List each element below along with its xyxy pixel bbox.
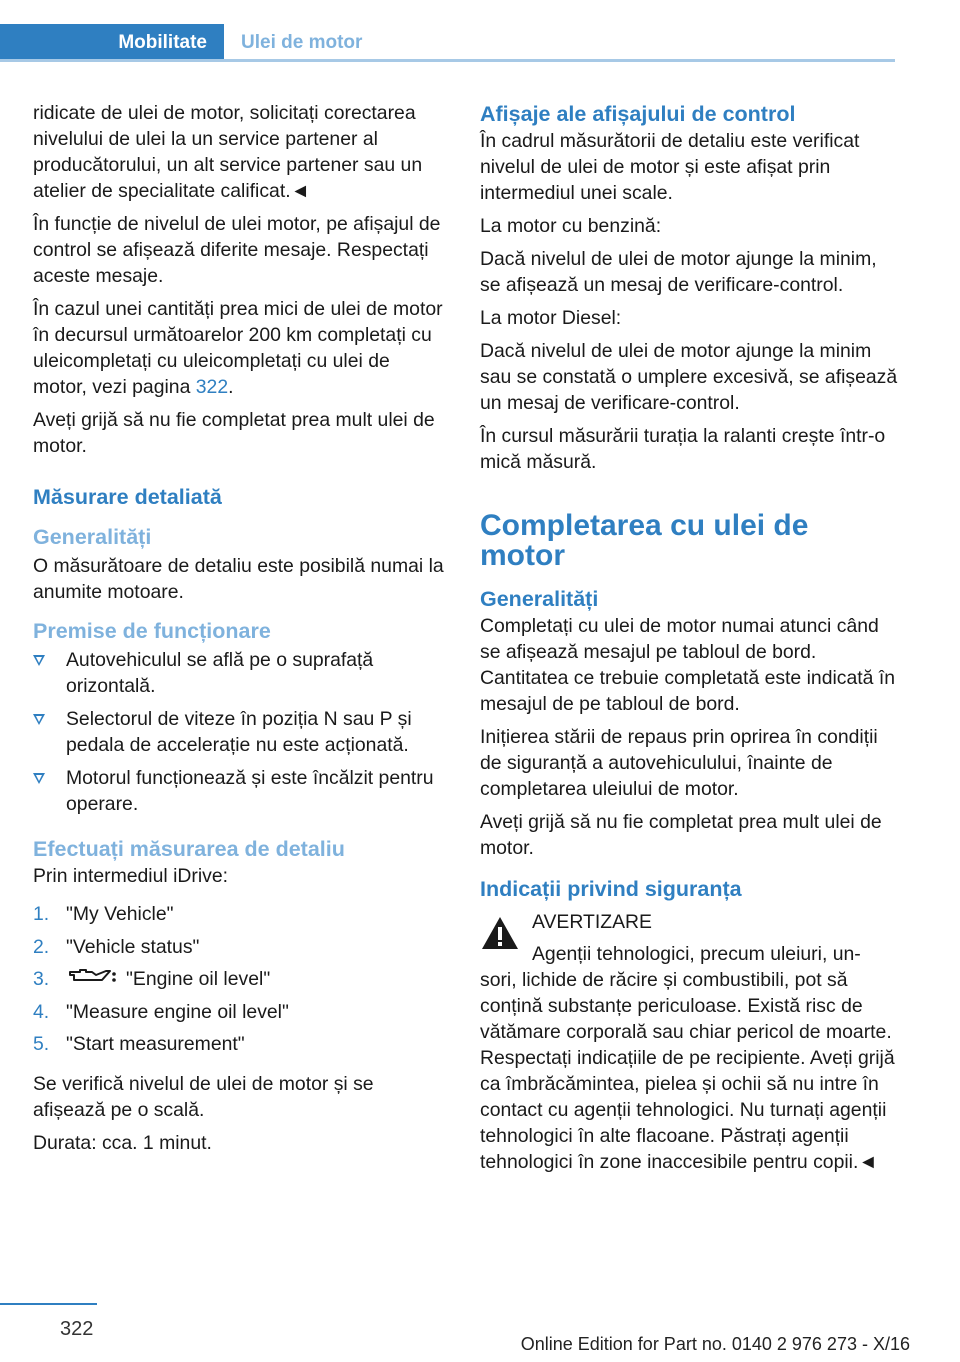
right-column — [480, 100, 898, 1175]
paragraph: La motor Diesel: — [480, 307, 622, 329]
paragraph-end: . — [228, 376, 234, 398]
paragraph: Dacă nivelul de ulei de motor ajunge la minim sau se constată o umplere excesivă, se afișează un mesaj de verificare-control. — [480, 340, 898, 414]
step-number: 3. — [33, 968, 50, 990]
list-item-text: Selectorul de viteze în poziția N sau P și pedala de accelerație nu este acționată. — [66, 708, 412, 756]
step-item — [33, 966, 447, 999]
tab-ulei-de-motor[interactable]: Ulei de motor — [241, 32, 363, 53]
paragraph: O măsurătoare de detaliu este posibilă numai la anumite motoare. — [33, 555, 444, 603]
warning-block — [480, 909, 898, 1175]
header-tab-bar — [0, 24, 895, 62]
step-item — [33, 999, 447, 1032]
paragraph-text: În cazul unei cantități prea mici de ulei de motor în decursul următoarelor 200 km completați cu uleicompletați cu uleicompletați cu ulei de motor, vezi pagina — [33, 298, 443, 398]
paragraph: Aveți grijă să nu fie completat prea mult ulei de motor. — [33, 409, 435, 457]
page-link[interactable]: 322 — [195, 376, 229, 398]
bullet-triangle-icon — [33, 773, 45, 784]
paragraph: În funcție de nivelul de ulei motor, pe afișajul de control se afișează diferite mesaje. Respectați aceste mesaje. — [33, 213, 441, 287]
paragraph: În cadrul măsurătorii de detaliu este verificat nivelul de ulei de motor și este afișat prin intermediul unei scale. — [480, 130, 860, 204]
subheading-generalitati: Generalități — [33, 525, 152, 549]
list-item-text: Motorul funcționează și este încălzit pentru operare. — [66, 767, 434, 815]
warning-triangle-icon — [480, 915, 520, 958]
paragraph: Aveți grijă să nu fie completat prea mult ulei de motor. — [480, 811, 882, 859]
paragraph: În cursul măsurării turația la ralanti crește într-o mică măsură. — [480, 425, 886, 473]
step-item — [33, 901, 447, 934]
paragraph: Completați cu ulei de motor numai atunci când se afișează mesajul pe tabloul de bord. Cantitatea ce trebuie completată este indicată în mesajul de pe tabloul de bord. — [480, 615, 895, 715]
footer-rule — [0, 1303, 97, 1305]
section-title-completarea: Completarea cu ulei de motor — [480, 509, 809, 572]
step-item — [33, 934, 447, 967]
step-text: "My Vehicle" — [66, 903, 174, 925]
paragraph: Dacă nivelul de ulei de motor ajunge la minim, se afișează un mesaj de verificare-control. — [480, 248, 877, 296]
list-item — [33, 765, 447, 817]
warning-text-first: Agenții tehnologici, precum uleiuri, un- — [532, 943, 861, 965]
paragraph: Durata: cca. 1 minut. — [33, 1131, 212, 1154]
paragraph: Prin intermediul iDrive: — [33, 865, 229, 887]
section-heading-masurare: Măsurare detaliată — [33, 485, 222, 509]
list-item — [33, 647, 447, 699]
header-rule — [0, 59, 895, 62]
subheading-efectuati: Efectuați măsurarea de detaliu — [33, 837, 345, 861]
prerequisites-list — [33, 647, 447, 817]
step-text: "Measure engine oil level" — [66, 1000, 289, 1023]
paragraph: Inițierea stării de repaus prin oprirea în condiții de siguranță a autovehiculului, înainte de completarea uleiului de motor. — [480, 726, 878, 800]
step-number: 1. — [33, 903, 50, 925]
paragraph: ridicate de ulei de motor, solicitați corectarea nivelului de ulei la un service partener al producătorului, un alt service partener sau un atelier de specialitate calificat.◄ — [33, 102, 423, 202]
step-number: 4. — [33, 1000, 50, 1023]
tab-mobilitate[interactable]: Mobilitate — [0, 24, 224, 62]
step-text: "Vehicle status" — [66, 935, 200, 958]
step-text: "Engine oil level" — [126, 968, 271, 990]
paragraph: La motor cu benzină: — [480, 215, 662, 237]
bullet-triangle-icon — [33, 655, 45, 666]
warning-text: sori, lichide de răcire și combustibili, pot să conțină substanțe periculoase. Există risc de vătămare corporală sau chiar pericol de moarte. Respectați indicațiile de pe recipiente. Aveți grijă ca îmbrăcămintea, pielea și ochii să nu intre în contact cu agenții tehnologici. Nu turnați agenții tehnologici în alte flacoane. Păstrați agenții tehnologici în zone inaccesibile pentru copii.◄ — [480, 969, 895, 1173]
paragraph: Se verifică nivelul de ulei de motor și se afișează pe o scală. — [33, 1072, 374, 1121]
step-number: 2. — [33, 935, 50, 958]
footer-edition-text: Online Edition for Part no. 0140 2 976 273 - X/16 — [520, 1334, 910, 1354]
step-text: "Start measurement" — [66, 1033, 245, 1055]
step-number: 5. — [33, 1033, 50, 1055]
subheading-indicatii: Indicații privind siguranța — [480, 877, 742, 901]
step-item — [33, 1031, 447, 1064]
subheading-generalitati: Generalități — [480, 587, 599, 611]
subheading-afisaje: Afișaje ale afișajului de control — [480, 102, 796, 126]
list-item — [33, 706, 447, 758]
page-number: 322 — [60, 1318, 94, 1340]
subheading-premise: Premise de funcționare — [33, 619, 271, 643]
left-column — [33, 100, 447, 1163]
warning-title: AVERTIZARE — [532, 911, 652, 933]
paragraph — [33, 296, 447, 400]
bullet-triangle-icon — [33, 714, 45, 725]
steps-list — [33, 901, 447, 1064]
list-item-text: Autovehiculul se află pe o suprafață orizontală. — [66, 649, 374, 697]
engine-oil-icon — [66, 966, 118, 993]
